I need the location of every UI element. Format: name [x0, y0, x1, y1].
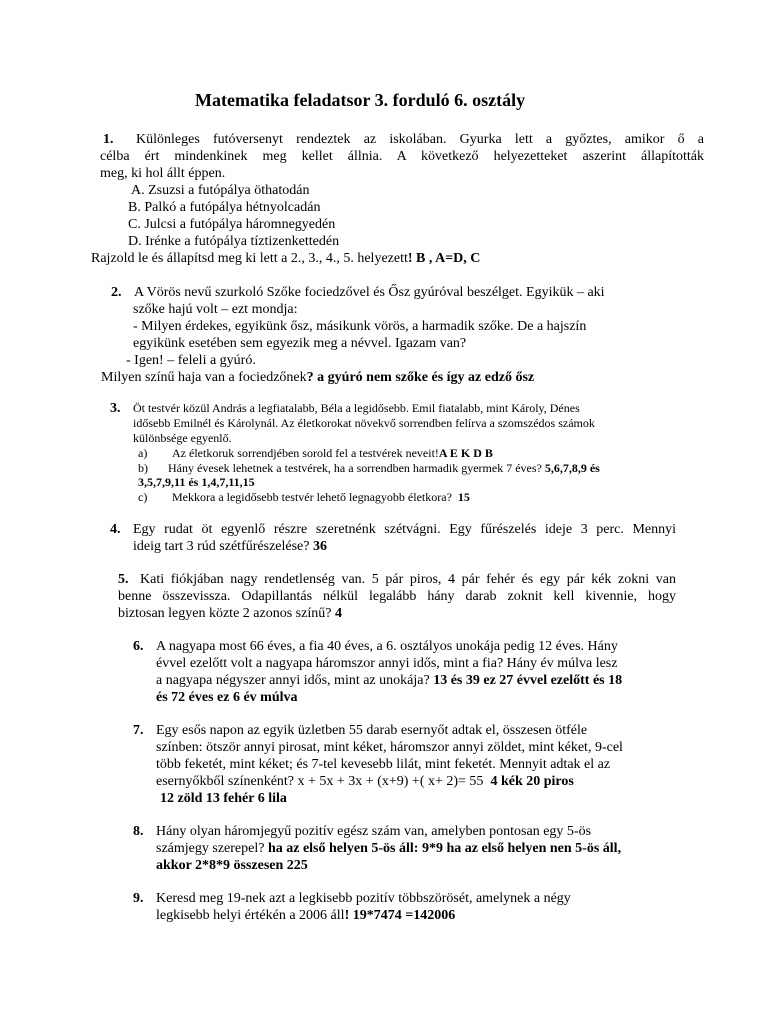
question-number: 9. [133, 891, 144, 906]
answer-text: ! B , A=D, C [407, 251, 481, 266]
sub-question-line [172, 490, 470, 504]
question-number: 3. [110, 401, 121, 416]
question-text-line: Egy esős napon az egyik üzletben 55 darab esernyőt adtak el, összesen ötféle [156, 723, 588, 738]
question-text-line: meg, ki hol állt éppen. [100, 166, 226, 181]
question-line [156, 840, 621, 857]
answer-text: 13 és 39 ez 27 évvel ezelőtt és 18 [433, 673, 623, 688]
question-text-line: - Milyen érdekes, egyikünk ősz, másikunk vörös, a harmadik szőke. De a hajszín [133, 319, 587, 334]
question-line [156, 672, 622, 689]
option-item: D. Irénke a futópálya tíztizenkettedén [128, 234, 340, 249]
sub-question-text: Mekkora a legidősebb testvér lehető legnagyobb életkora? [172, 490, 452, 504]
question-text-line: Különleges futóversenyt rendeztek az iskolában. Gyurka lett a győztes, amikor ő a [136, 132, 704, 147]
sub-question-label: a) [138, 446, 148, 460]
sub-question-label: b) [138, 461, 148, 475]
answer-text: ha az első helyen 5-ös áll: 9*9 ha az első helyen nen 5-ös áll, [267, 841, 622, 856]
question-text-line: A Vörös nevű szurkoló Szőke fociedzővel és Ősz gyúróval beszélget. Egyikük – aki [134, 285, 605, 300]
answer-text: 3,5,7,9,11 és 1,4,7,11,15 [138, 475, 255, 489]
question-text-line: szőke hajú volt – ezt mondja: [133, 302, 298, 317]
question-text-line: - Igen! – feleli a gyúró. [126, 353, 256, 368]
answer-text: 4 [334, 606, 342, 621]
question-text-line: egyikünk esetében sem egyezik meg a névvel. Igazam van? [133, 336, 467, 351]
question-number: 6. [133, 639, 144, 654]
question-line [156, 773, 574, 790]
question-text-line: Egy rudat öt egyenlő részre szeretnénk szétvágni. Egy fűrészelés ideje 3 perc. Mennyi [133, 522, 676, 537]
sub-question-line [168, 461, 600, 475]
question-number: 1. [103, 132, 114, 147]
question-text: a nagyapa négyszer annyi idős, mint az unokája? [156, 673, 430, 688]
answer-text: ! 19*7474 =142006 [344, 908, 456, 923]
answer-text: 15 [457, 490, 470, 504]
question-text: esernyőkből színenként? x + 5x + 3x + (x+9) +( x+ 2)= 55 [156, 774, 484, 789]
question-line [156, 907, 455, 924]
question-text-line: benne összevissza. Odapillantás nélkül legalább hány darab zoknit kell kivennie, hogy [118, 589, 676, 604]
question-number: 4. [110, 522, 121, 537]
question-text: biztosan legyen közte 2 azonos színű? [118, 606, 332, 621]
question-text-line: Öt testvér közül András a legfiatalabb, Béla a legidősebb. Emil fiatalabb, mint Károly, Dénes [133, 401, 580, 415]
sub-question-label: c) [138, 490, 148, 504]
answer-text: 4 kék 20 piros [490, 774, 574, 789]
question-text-line: Kati fiókjában nagy rendetlenség van. 5 pár piros, 4 pár fehér és egy pár kék zokni van [140, 572, 676, 587]
task-text: Rajzold le és állapítsd meg ki lett a 2., 3., 4., 5. helyezett [91, 251, 408, 266]
question-text: számjegy szerepel? [156, 841, 265, 856]
option-item: B. Palkó a futópálya hétnyolcadán [128, 200, 321, 215]
question-number: 7. [133, 723, 144, 738]
question-text-line: színben: ötször annyi pirosat, mint kéket, háromszor annyi zöldet, mint kéket, 9-cel [156, 740, 623, 755]
question-text-line: célba ért mindenkinek meg kellet állnia. A következő helyezetteket aszerint állapították [100, 149, 704, 164]
answer-text: 12 zöld 13 fehér 6 lila [160, 791, 287, 806]
question-line [101, 369, 534, 386]
option-item: A. Zsuzsi a futópálya öthatodán [131, 183, 310, 198]
question-text-line: Keresd meg 19-nek azt a legkisebb pozitív többszörösét, amelynek a négy [156, 891, 571, 906]
question-text-line: évvel ezelőtt volt a nagyapa háromszor annyi idős, mint a fia? Hány év múlva lesz [156, 656, 618, 671]
sub-question-text: Az életkoruk sorrendjében sorold fel a testvérek neveit! [172, 446, 439, 460]
question-text-line: idősebb Emilnél és Károlynál. Az életkorokat növekvő sorrendben felírva a szomszédos számok [133, 416, 595, 430]
question-text-line: különbsége egyenlő. [133, 431, 232, 445]
task-line [91, 250, 480, 267]
question-number: 2. [111, 285, 122, 300]
question-text: Milyen színű haja van a fociedzőnek [101, 370, 307, 385]
question-line [118, 605, 342, 622]
question-text-line: Hány olyan háromjegyű pozitív egész szám van, amelyben pontosan egy 5-ös [156, 824, 592, 839]
question-text-line: A nagyapa most 66 éves, a fia 40 éves, a 6. osztályos unokája pedig 12 éves. Hány [156, 639, 618, 654]
question-text: legkisebb helyi értékén a 2006 áll [156, 908, 345, 923]
answer-text: 36 [312, 539, 327, 554]
question-number: 8. [133, 824, 144, 839]
question-number: 5. [118, 572, 129, 587]
answer-text: és 72 éves ez 6 év múlva [156, 690, 298, 705]
answer-text: ? a gyúró nem szőke és így az edző ősz [306, 370, 535, 385]
answer-text: A E K D B [438, 446, 493, 460]
sub-question-line [172, 446, 493, 460]
question-text: ideig tart 3 rúd szétfűrészelése? [133, 539, 310, 554]
answer-text: 5,6,7,8,9 és [544, 461, 600, 475]
page-title: Matematika feladatsor 3. forduló 6. osztály [195, 90, 526, 110]
question-line [133, 538, 327, 555]
answer-text: akkor 2*8*9 összesen 225 [156, 858, 308, 873]
sub-question-text: Hány évesek lehetnek a testvérek, ha a sorrendben harmadik gyermek 7 éves? [168, 461, 542, 475]
option-item: C. Julcsi a futópálya háromnegyedén [128, 217, 336, 232]
question-text-line: több feketét, mint kéket; és 7-tel kevesebb lilát, mint feketét. Mennyit adtak el az [156, 757, 611, 772]
